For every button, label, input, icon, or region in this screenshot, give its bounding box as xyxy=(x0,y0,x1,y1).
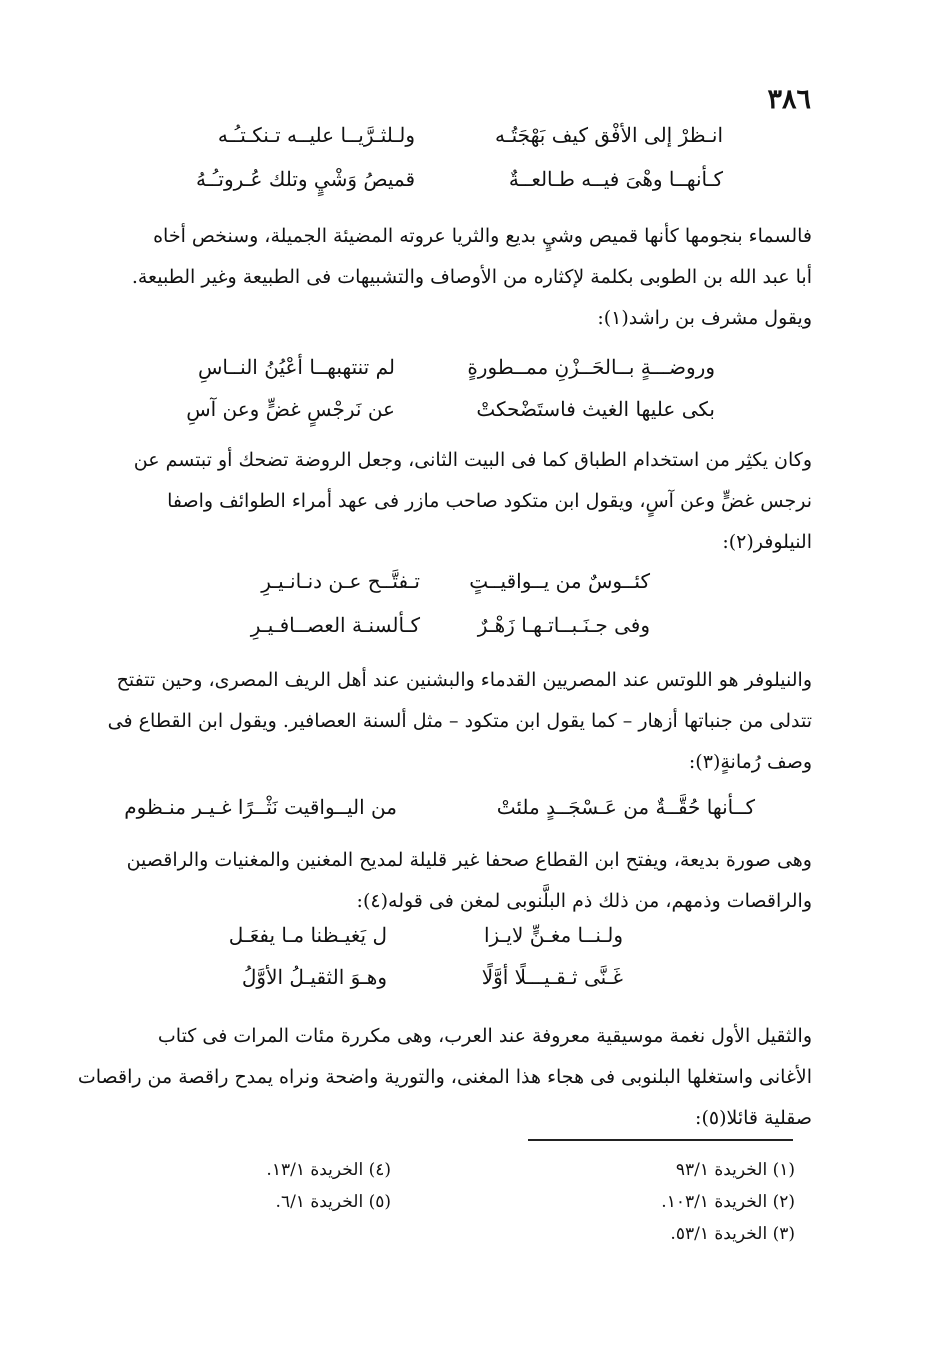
paragraph-3 xyxy=(52,660,812,783)
paragraph-line: والثقيل الأول نغمة موسيقية معروفة عند العرب، وهى مكررة مئات المرات فى كتاب xyxy=(157,1025,812,1047)
footnote-2: (٢) الخريدة ١٠٣/١. xyxy=(661,1192,795,1212)
verse-2-first-hemistich: كـأنهــا وهْىَ فيــه طـالعــةٌ xyxy=(508,167,723,191)
verse-1-first-hemistich: انـظرْ إلى الأفْق كيف بَهْجَتُـه xyxy=(495,123,723,147)
verse-9-first-hemistich: غَـنَّى ثـقـيـــلًا أوَّلًا xyxy=(481,965,623,989)
verse-3-first-hemistich: وروضـــةٍ بــالحَــزْنِ ممــطورةٍ xyxy=(467,355,715,379)
footnote-separator xyxy=(528,1139,793,1141)
paragraph-5 xyxy=(52,1016,812,1139)
paragraph-4 xyxy=(52,840,812,922)
paragraph-line: النيلوفر(٢): xyxy=(722,531,812,553)
page-number: ٣٨٦ xyxy=(767,84,811,115)
verse-5-first-hemistich: كئــوسٌ من يــواقيــتٍ xyxy=(469,569,650,593)
paragraph-line: وصف رُمانةٍ(٣): xyxy=(688,751,812,773)
paragraph-line: أبا عبد الله بن الطوبى بكلمة لإكثاره من الأوصاف والتشبيهات فى الطبيعة وغير الطبيعة. xyxy=(131,266,812,288)
paragraph-line: ويقول مشرف بن راشد(١): xyxy=(597,307,812,329)
verse-4-first-hemistich: بكى عليها الغيث فاستَضْحكتْ xyxy=(476,397,715,421)
paragraph-2 xyxy=(52,440,812,563)
verse-4-second-hemistich: عن نَرجْسٍ غضٍّ وعن آسِ xyxy=(186,397,395,421)
paragraph-line: صقلية قائلا(٥): xyxy=(695,1107,812,1129)
paragraph-line: فالسماء بنجومها كأنها قميص وشيٍ بديع والثريا عروته المضيئة الجميلة، وسنخص أخاه xyxy=(153,225,812,247)
paragraph-line: الأغانى واستغلها البلنوبى فى هجاء هذا المغنى، والتورية واضحة ونراه يمدح راقصة من راقصات xyxy=(77,1066,812,1088)
paragraph-line: وهى صورة بديعة، ويفتح ابن القطاع صحفا غير قليلة لمديح المغنين والمغنيات والراقصين xyxy=(126,849,812,871)
verse-7-first-hemistich: كــأنها حُقَّــةٌ من عَـسْجَــدٍ ملئتْ xyxy=(496,795,755,819)
verse-8-second-hemistich: ل يَغيـظنا مـا يفعَـل xyxy=(228,923,387,947)
footnote-4: (٤) الخريدة ١٣/١. xyxy=(266,1160,391,1180)
verse-9-second-hemistich: وهـوَ الثقيـلُ الأوَّلُ xyxy=(241,965,387,989)
footnote-5: (٥) الخريدة ٦/١. xyxy=(275,1192,391,1212)
verse-3-second-hemistich: لم تنتهبهــا أعْيُنُ النــاسِ xyxy=(197,355,395,379)
paragraph-line: نرجس غضٍّ وعن آسٍ، ويقول ابن متكود صاحب مازر فى عهد أمراء الطوائف واصفا xyxy=(167,490,812,512)
paragraph-1 xyxy=(52,216,812,339)
footnote-3: (٣) الخريدة ٥٣/١. xyxy=(670,1224,795,1244)
paragraph-line: والراقصات وذمهم، من ذلك ذم البلَّنوبى لمغن فى قوله(٤): xyxy=(356,890,812,912)
paragraph-line: تتدلى من جنباتها أزهار – كما يقول ابن متكود – مثل ألسنة العصافير. ويقول ابن القطاع فى xyxy=(107,710,812,732)
verse-7-second-hemistich: من اليــواقيت نَثْــرًا غـيـر منـظوم xyxy=(124,795,397,819)
verse-8-first-hemistich: ولـنــا مغـنٍّ لايـزا xyxy=(483,923,623,947)
paragraph-line: وكان يكثِر من استخدام الطباق كما فى البيت الثانى، وجعل الروضة تضحك أو تبتسم عن xyxy=(133,449,812,471)
paragraph-line: والنيلوفر هو اللوتس عند المصريين القدماء والبشنين عند أهل الريف المصرى، وحين تتفتح xyxy=(116,669,812,691)
verse-5-second-hemistich: تـفتَّــح عـن دنـانـيـرِ xyxy=(261,569,420,593)
footnote-1: (١) الخريدة ٩٣/١ xyxy=(675,1160,795,1180)
verse-2-second-hemistich: قميصُ وَشْيٍ وتلك عُـروتـُـهُ xyxy=(195,167,415,191)
verse-6-first-hemistich: وفى جـنَـبــاتـهـا زَهْـرٌ xyxy=(477,613,650,637)
verse-1-second-hemistich: ولـلثـرَّيــا عليــه تـنكـتـُـه xyxy=(217,123,415,147)
verse-6-second-hemistich: كـألسنـة العصــافـيـرِ xyxy=(250,613,420,637)
